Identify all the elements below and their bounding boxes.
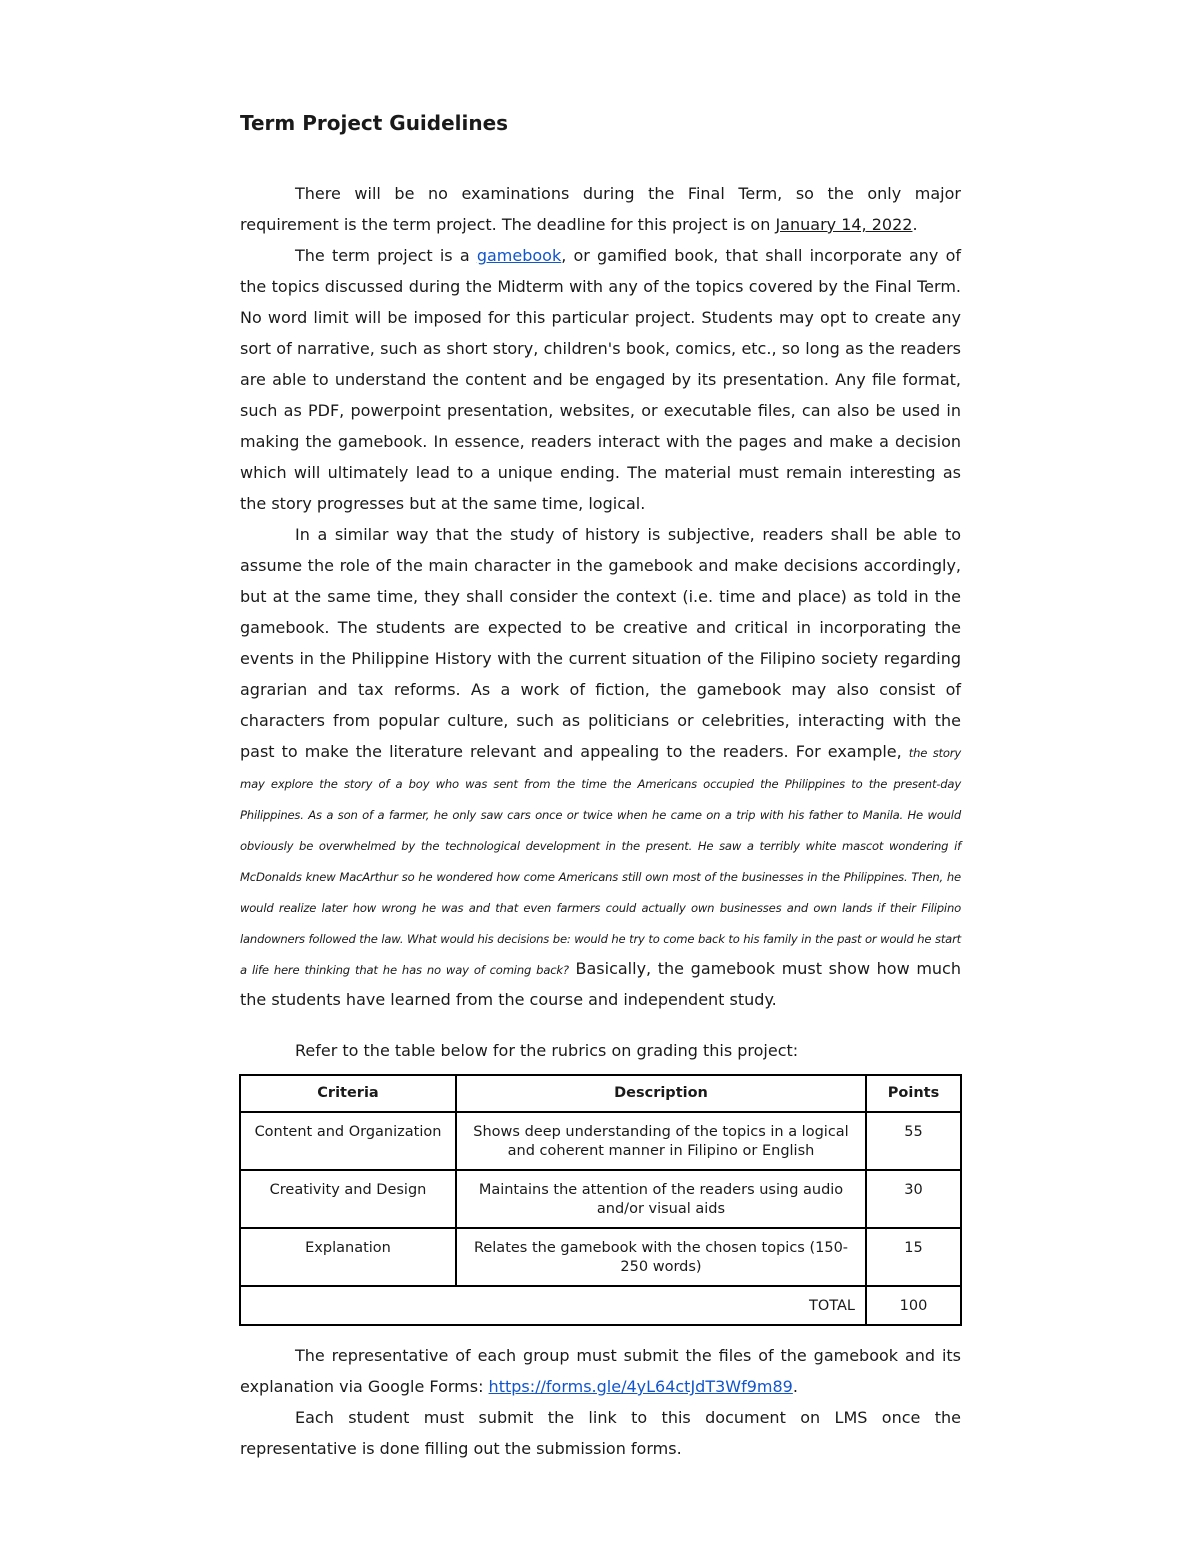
paragraph-deadline-end: .	[912, 215, 918, 234]
rubric-description: Maintains the attention of the readers using audio and/or visual aids	[456, 1170, 866, 1228]
rubric-header-description: Description	[456, 1075, 866, 1112]
page-title: Term Project Guidelines	[240, 111, 509, 135]
rubric-points: 30	[866, 1170, 961, 1228]
gamebook-link[interactable]: gamebook	[476, 246, 562, 265]
rubric-criteria: Creativity and Design	[240, 1170, 456, 1228]
paragraph-example-end: Basically, the gamebook must show how much the students have learned from the course and independent study.	[240, 959, 961, 1009]
rubric-header-points: Points	[866, 1075, 961, 1112]
rubric-header-row	[240, 1075, 961, 1112]
paragraph-gamebook-after: , or gamified book, that shall incorporate any of the topics discussed during the Midterm with any of the topics covered by the Final Term. No word limit will be imposed for this particular project. Students may opt to create any sort of narrative, such as short story, children's book, comics, etc., so long as the readers are able to understand the content and be engaged by its presentation. Any file format, such as PDF, powerpoint presentation, websites, or executable files, can also be used in making the gamebook. In essence, readers interact with the pages and make a decision which will ultimately lead to a unique ending. The material must remain interesting as the story progresses but at the same time, logical.	[240, 246, 961, 513]
rubric-intro: Refer to the table below for the rubrics on grading this project:	[295, 1041, 799, 1060]
rubric-header-criteria: Criteria	[240, 1075, 456, 1112]
rubric-total-label: TOTAL	[240, 1286, 866, 1325]
table-row	[240, 1170, 961, 1228]
paragraph-lms: Each student must submit the link to this document on LMS once the representative is done filling out the submission forms.	[240, 1408, 961, 1458]
rubric-criteria: Explanation	[240, 1228, 456, 1286]
paragraph-example-text: In a similar way that the study of history is subjective, readers shall be able to assume the role of the main character in the gamebook and make decisions accordingly, but at the same time, they shall consider the context (i.e. time and place) as told in the gamebook. The students are expected to be creative and critical in incorporating the events in the Philippine History with the current situation of the Filipino society regarding agrarian and tax reforms. As a work of fiction, the gamebook may also consist of characters from popular culture, such as politicians or celebrities, interacting with the past to make the literature relevant and appealing to the readers. For example,	[240, 525, 961, 761]
paragraph-deadline-text: There will be no examinations during the Final Term, so the only major requirement is the term project. The deadline for this project is on	[240, 184, 961, 234]
paragraph-submission-end: .	[792, 1377, 798, 1396]
paragraph-deadline	[240, 178, 961, 240]
rubric-criteria: Content and Organization	[240, 1112, 456, 1170]
paragraph-gamebook-before: The term project is a	[295, 246, 477, 265]
document-body	[240, 106, 961, 1464]
rubric-points: 15	[866, 1228, 961, 1286]
rubric-description: Shows deep understanding of the topics in a logical and coherent manner in Filipino or English	[456, 1112, 866, 1170]
paragraph-submission	[240, 1340, 961, 1402]
deadline-date: January 14, 2022	[775, 215, 913, 234]
example-story-text: the story may explore the story of a boy who was sent from the time the Americans occupied the Philippines to the present-day Philippines. As a son of a farmer, he only saw cars once or twice when he came on a trip with his father to Manila. He would obviously be overwhelmed by the technological development in the present. He saw a terribly white mascot wondering if McDonalds knew MacArthur so he wondered how come Americans still own most of the businesses in the Philippines. Then, he would realize later how wrong he was and that even farmers could actually own businesses and own lands if their Filipino landowners followed the law. What would his decisions be: would he try to come back to his family in the past or would he start a life here thinking that he has no way of coming back?	[240, 746, 961, 977]
paragraph-gamebook	[240, 240, 961, 519]
rubric-description: Relates the gamebook with the chosen topics (150-250 words)	[456, 1228, 866, 1286]
table-row	[240, 1112, 961, 1170]
paragraph-submission-text: The representative of each group must submit the files of the gamebook and its explanation via Google Forms:	[240, 1346, 961, 1396]
rubric-table	[239, 1074, 962, 1326]
rubric-points: 55	[866, 1112, 961, 1170]
google-forms-link[interactable]: https://forms.gle/4yL64ctJdT3Wf9m89	[488, 1377, 793, 1396]
rubric-total-row	[240, 1286, 961, 1325]
paragraph-example	[240, 519, 961, 1015]
table-row	[240, 1228, 961, 1286]
rubric-total-value: 100	[866, 1286, 961, 1325]
